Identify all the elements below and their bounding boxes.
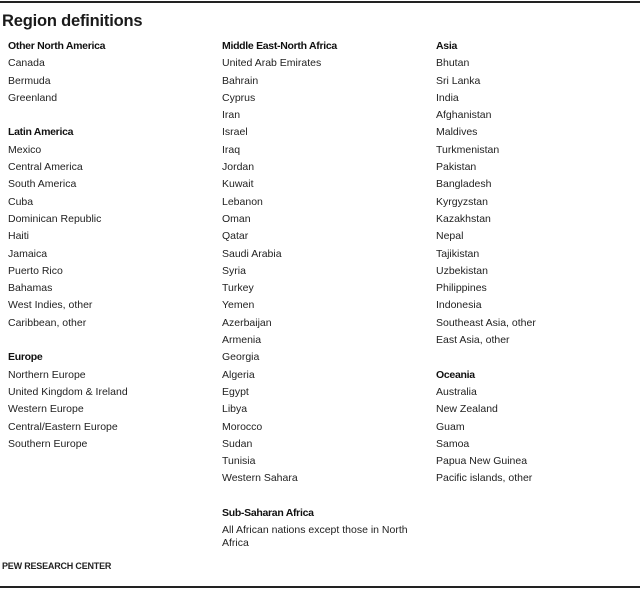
country-item: Caribbean, other bbox=[8, 316, 87, 329]
region-heading: Asia bbox=[436, 40, 457, 52]
country-item: Lebanon bbox=[222, 195, 263, 208]
region-heading: Other North America bbox=[8, 40, 106, 52]
country-item: Western Europe bbox=[8, 403, 84, 416]
country-item: Philippines bbox=[436, 282, 487, 295]
country-item: Bhutan bbox=[436, 57, 470, 70]
country-item: Maldives bbox=[436, 126, 478, 139]
country-item: Samoa bbox=[436, 437, 470, 450]
country-item: United Kingdom & Ireland bbox=[8, 385, 128, 398]
country-item: West Indies, other bbox=[8, 299, 93, 312]
country-item: Sudan bbox=[222, 437, 253, 450]
country-item: Azerbaijan bbox=[222, 316, 272, 329]
country-item: Tajikistan bbox=[436, 247, 480, 260]
region-group bbox=[222, 505, 432, 549]
country-item: Algeria bbox=[222, 368, 255, 381]
country-item: Australia bbox=[436, 385, 477, 398]
region-heading: Latin America bbox=[8, 126, 74, 139]
country-item: Sri Lanka bbox=[436, 74, 481, 87]
country-item: Puerto Rico bbox=[8, 264, 63, 277]
country-item: East Asia, other bbox=[436, 334, 510, 347]
country-item: South America bbox=[8, 178, 77, 191]
country-item: United Arab Emirates bbox=[222, 57, 322, 70]
region-group bbox=[222, 38, 432, 488]
region-group bbox=[436, 367, 640, 488]
country-item: Haiti bbox=[8, 230, 30, 243]
country-item: Southeast Asia, other bbox=[436, 316, 536, 329]
country-item: Central/Eastern Europe bbox=[8, 420, 118, 433]
country-item: Cyprus bbox=[222, 91, 256, 104]
region-group bbox=[8, 38, 218, 107]
country-item: India bbox=[436, 91, 459, 104]
region-group bbox=[8, 349, 218, 453]
country-item: Bangladesh bbox=[436, 178, 492, 191]
source-credit: PEW RESEARCH CENTER bbox=[2, 561, 112, 571]
country-item: Jordan bbox=[222, 161, 255, 174]
page-title: Region definitions bbox=[2, 12, 143, 30]
country-item: Afghanistan bbox=[436, 109, 492, 122]
country-item: Morocco bbox=[222, 420, 263, 433]
country-item: Northern Europe bbox=[8, 368, 86, 381]
region-heading: Oceania bbox=[436, 368, 475, 381]
country-item: Pakistan bbox=[436, 161, 477, 174]
country-item: Pacific islands, other bbox=[436, 472, 533, 485]
country-item: Western Sahara bbox=[222, 472, 298, 485]
country-item: Georgia bbox=[222, 351, 260, 364]
column-3 bbox=[436, 38, 640, 505]
country-item: Iran bbox=[222, 109, 241, 122]
country-item: Greenland bbox=[8, 91, 58, 104]
region-heading: Middle East-North Africa bbox=[222, 40, 337, 52]
column-2 bbox=[222, 38, 432, 567]
region-heading: Sub-Saharan Africa bbox=[222, 507, 314, 520]
country-item: Bermuda bbox=[8, 74, 51, 87]
country-item: Syria bbox=[222, 264, 246, 277]
country-item: Oman bbox=[222, 212, 251, 225]
region-group bbox=[436, 38, 640, 349]
country-item: Canada bbox=[8, 57, 45, 70]
country-item: Israel bbox=[222, 126, 248, 139]
country-item: Bahrain bbox=[222, 74, 259, 87]
top-rule bbox=[0, 1, 640, 3]
column-1 bbox=[8, 38, 218, 470]
country-item: Uzbekistan bbox=[436, 264, 488, 277]
country-item: Cuba bbox=[8, 195, 34, 208]
country-item: Turkey bbox=[222, 282, 254, 295]
country-item: Papua New Guinea bbox=[436, 455, 528, 468]
country-item: Central America bbox=[8, 161, 83, 174]
country-item: New Zealand bbox=[436, 403, 498, 416]
country-item: Turkmenistan bbox=[436, 143, 500, 156]
region-note: All African nations except those in North Africa bbox=[222, 524, 408, 549]
country-item: Iraq bbox=[222, 143, 241, 156]
country-item: Kyrgyzstan bbox=[436, 195, 488, 208]
country-item: Kazakhstan bbox=[436, 212, 491, 225]
country-item: Kuwait bbox=[222, 178, 254, 191]
region-group bbox=[8, 124, 218, 332]
country-item: Bahamas bbox=[8, 282, 53, 295]
bottom-rule bbox=[0, 586, 640, 588]
country-item: Dominican Republic bbox=[8, 212, 102, 225]
country-item: Jamaica bbox=[8, 247, 48, 260]
country-item: Saudi Arabia bbox=[222, 247, 282, 260]
country-item: Guam bbox=[436, 420, 465, 433]
country-item: Qatar bbox=[222, 230, 249, 243]
country-item: Mexico bbox=[8, 143, 42, 156]
country-item: Libya bbox=[222, 403, 248, 416]
country-item: Yemen bbox=[222, 299, 255, 312]
country-item: Armenia bbox=[222, 334, 262, 347]
country-item: Southern Europe bbox=[8, 437, 88, 450]
country-item: Egypt bbox=[222, 385, 249, 398]
country-item: Tunisia bbox=[222, 455, 256, 468]
region-heading: Europe bbox=[8, 351, 43, 364]
country-item: Indonesia bbox=[436, 299, 482, 312]
country-item: Nepal bbox=[436, 230, 464, 243]
